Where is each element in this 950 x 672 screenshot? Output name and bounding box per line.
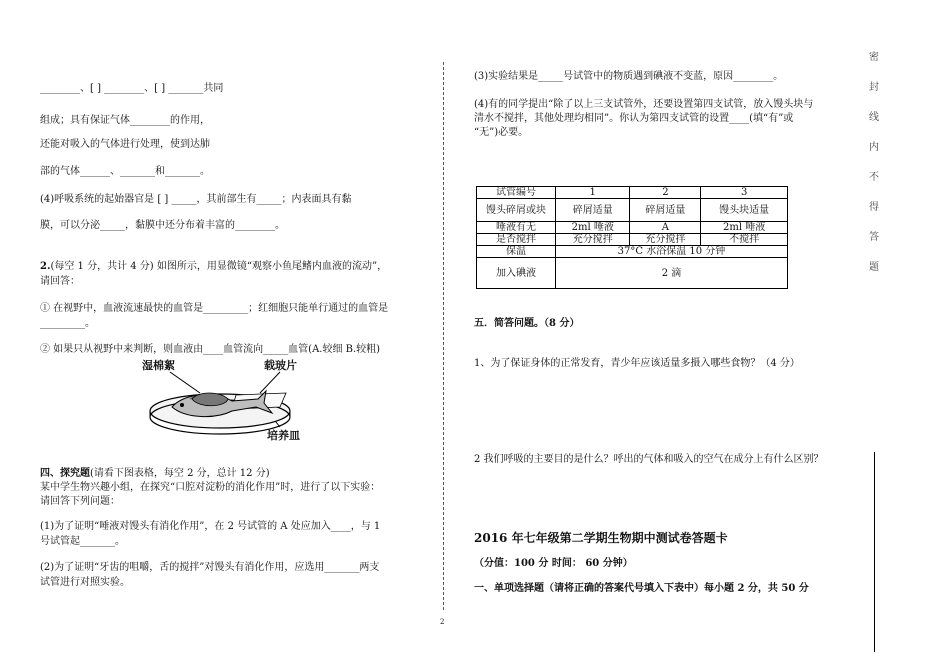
question-2-number: 2. — [40, 261, 51, 272]
section-5-q2: 2 我们呼吸的主要目的是什么？呼出的气体和吸入的空气在成分上有什么区别？ — [474, 454, 824, 465]
section-4-intro-1: 某中学生物兴趣小组，在探究“口腔对淀粉的消化作用”时，进行了以下实验： — [40, 482, 381, 493]
label-wet-cotton: 湿棉絮 — [142, 359, 175, 372]
question-4-line-b: 清水不搅拌，其他处理均相同”。你认为第四支试管的设置____(填“有”或 — [474, 113, 794, 124]
section-4-intro-2: 请回答下列问题： — [40, 496, 120, 507]
fill-line-2: 组成；具有保证气体________的作用， — [40, 115, 210, 126]
section-4-q1-line-1: (1)为了证明“唾液对馒头有消化作用”，在 2 号试管的 A 处应加入____，与 1 — [40, 521, 381, 532]
question-4-line-2: 膜，可以分泌_____，黏膜中还分布着丰富的________。 — [40, 220, 285, 231]
seal-char: 不 — [869, 172, 879, 183]
answer-card-section-1: 一、单项选择题（请将正确的答案代号填入下表中）每小题 2 分，共 50 分 — [474, 583, 809, 594]
table-cell: 充分搅拌 — [630, 234, 701, 246]
question-3: (3)实验结果是_____号试管中的物质遇到碘液不变蓝，原因________。 — [474, 71, 784, 82]
seal-char: 题 — [869, 262, 879, 273]
table-cell: 2 滴 — [556, 258, 788, 289]
table-cell: A — [630, 222, 701, 234]
section-4-q2-line-2: 试管进行对照实验。 — [40, 577, 130, 588]
question-4-line-a: (4)有的同学提出“除了以上三支试管外，还要设置第四支试管，放入馒头块与 — [474, 99, 814, 110]
table-cell: 3 — [701, 187, 788, 199]
section-4-note: (请看下图表格，每空 2 分，总计 12 分) — [90, 468, 270, 479]
fold-line — [443, 62, 444, 610]
experiment-table — [476, 186, 788, 289]
question-2a-line-1: ① 在视野中，血液流速最快的血管是_________；红细胞只能单行通过的血管是 — [40, 303, 389, 314]
table-row — [477, 222, 788, 234]
table-cell: 2ml 唾液 — [701, 222, 788, 234]
table-row — [477, 258, 788, 289]
table-cell: 1 — [556, 187, 630, 199]
answer-card-meta: （分值：100 分 时间： 60 分钟） — [474, 558, 633, 569]
question-4-line-1: (4)呼吸系统的起始器官是 [ ] _____，其前部生有_____；内表面具有黏 — [40, 194, 352, 205]
seal-char: 线 — [869, 112, 879, 123]
table-cell: 唾液有无 — [477, 222, 556, 234]
answer-card-title: 2016 年七年级第二学期生物期中测试卷答题卡 — [474, 531, 728, 545]
section-4-q2-line-1: (2)为了证明“牙齿的咀嚼，舌的搅拌”对馒头有消化作用，应选用_______两支 — [40, 562, 380, 573]
fish-dish-drawing — [140, 355, 330, 455]
table-cell: 充分搅拌 — [556, 234, 630, 246]
seal-text — [866, 52, 882, 292]
question-4-line-c: “无”)必要。 — [474, 127, 529, 138]
section-5-q1: 1、为了保证身体的正常发育，青少年应该适量多摄入哪些食物？（4 分） — [474, 358, 800, 369]
section-4-q1-line-2: 号试管起_______。 — [40, 536, 125, 547]
fill-line-1: ________、[ ] ________、[ ] _______共同 — [40, 83, 224, 94]
fish-dish-figure — [140, 355, 330, 455]
question-2a-line-2: _________。 — [40, 318, 95, 329]
question-2-instruction: (每空 1 分，共计 4 分) 如图所示，用显微镜“观察小鱼尾鳍内血液的流动”， — [50, 261, 388, 272]
table-row — [477, 234, 788, 246]
table-row — [477, 187, 788, 199]
seal-char: 封 — [869, 82, 879, 93]
table-cell: 馒头碎屑或块 — [477, 199, 556, 222]
label-petri-dish: 培养皿 — [267, 429, 300, 442]
table-cell: 馒头块适量 — [701, 199, 788, 222]
binding-line — [874, 452, 875, 652]
page-number: 2 — [440, 618, 445, 626]
table-row — [477, 199, 788, 222]
question-2-instruction-2: 请回答： — [40, 276, 80, 287]
table-cell: 碎屑适量 — [630, 199, 701, 222]
label-glass-slide: 载玻片 — [264, 359, 297, 372]
question-2b: ② 如果只从视野中来判断，则血液由____血管流向_____血管(A.较细 B.较粗) — [40, 344, 381, 355]
table-cell: 加入碘液 — [477, 258, 556, 289]
seal-char: 答 — [869, 232, 879, 243]
table-cell: 2ml 唾液 — [556, 222, 630, 234]
fill-line-4: 部的气体______、_______和_______。 — [40, 166, 210, 177]
section-5-title: 五．简答问题。（8 分） — [474, 318, 580, 329]
table-row — [477, 246, 788, 258]
table-cell: 保温 — [477, 246, 556, 258]
seal-char: 密 — [869, 52, 879, 63]
table-cell: 试管编号 — [477, 187, 556, 199]
text-line-3: 还能对吸入的气体进行处理，使到达肺 — [40, 139, 210, 150]
section-4-title: 四、探究题 — [40, 468, 90, 479]
table-cell: 是否搅拌 — [477, 234, 556, 246]
table-cell: 37°C 水浴保温 10 分钟 — [556, 246, 788, 258]
seal-char: 得 — [869, 202, 879, 213]
seal-char: 内 — [869, 142, 879, 153]
table-cell: 碎屑适量 — [556, 199, 630, 222]
table-cell: 2 — [630, 187, 701, 199]
table-cell: 不搅拌 — [701, 234, 788, 246]
question-2-header — [40, 257, 387, 272]
section-4-heading — [40, 464, 270, 479]
